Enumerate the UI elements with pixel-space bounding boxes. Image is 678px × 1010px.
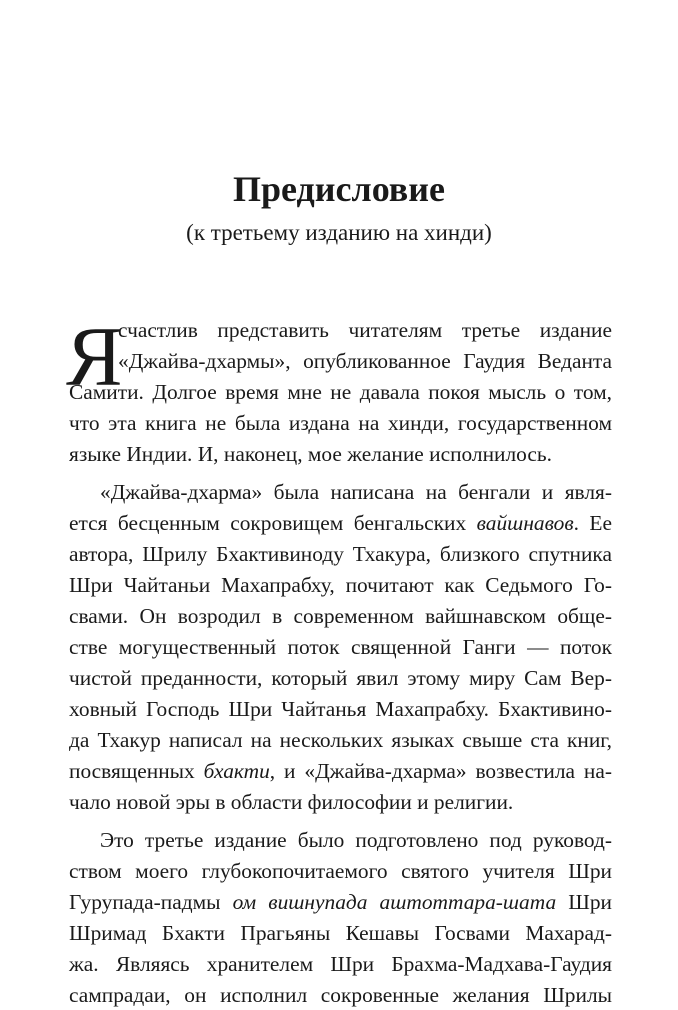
text-segment: , и «Джайва-дхарма» возвестила на- <box>269 759 612 783</box>
text-line: «Джайва-дхарма» была написана на бенгали и явля- <box>100 480 612 504</box>
italic-term: ом вишнупада аштоттара-шата <box>232 890 557 914</box>
text-line: счастлив представить читателям третье издание <box>118 318 612 342</box>
text-line: сампрадаи, он исполнил сокровенные желания Шрилы <box>69 983 612 1007</box>
text-segment: Шри <box>556 890 612 914</box>
text-segment: ется бесценным сокровищем бенгальских <box>69 511 477 535</box>
text-line: чистой преданности, который явил этому миру Сам Вер- <box>69 666 612 690</box>
text-line: ством моего глубокопочитаемого святого учителя Шри <box>69 859 612 883</box>
text-line: жа. Являясь хранителем Шри Брахма-Мадхава-Гаудия <box>69 952 612 976</box>
text-line: Шри Чайтаньи Махапрабху, почитают как Седьмого Го- <box>69 573 612 597</box>
text-line: чало новой эры в области философии и религии. <box>69 790 514 814</box>
text-line <box>69 756 612 786</box>
text-line <box>69 508 612 538</box>
text-segment: . Ее <box>573 511 612 535</box>
text-line: автора, Шрилу Бхактивиноду Тхакура, близкого спутника <box>69 542 612 566</box>
text-segment: Гурупада-падмы <box>69 890 233 914</box>
text-line: Это третье издание было подготовлено под руковод- <box>100 828 612 852</box>
text-line: Самити. Долгое время мне не давала покоя мысль о том, <box>69 380 612 404</box>
drop-cap: Я <box>66 310 123 404</box>
page-subtitle: (к третьему изданию на хинди) <box>186 220 492 245</box>
italic-term: бхакти <box>203 759 270 783</box>
page-title: Предисловие <box>233 169 445 209</box>
text-line: стве могущественный поток священной Ганги — поток <box>69 635 612 659</box>
text-line: «Джайва-дхармы», опубликованное Гаудия Веданта <box>118 349 612 373</box>
text-line: Шримад Бхакти Прагьяны Кешавы Госвами Махарад- <box>69 921 612 945</box>
text-line: что эта книга не была издана на хинди, государственном <box>69 411 612 435</box>
text-line <box>69 887 612 917</box>
text-line: да Тхакур написал на нескольких языках свыше ста книг, <box>69 728 612 752</box>
text-line: языке Индии. И, наконец, мое желание исполнилось. <box>69 442 553 466</box>
text-line: свами. Он возродил в современном вайшнавском обще- <box>69 604 612 628</box>
text-line: ховный Господь Шри Чайтанья Махапрабху. Бхактивино- <box>69 697 612 721</box>
text-segment: посвященных <box>69 759 204 783</box>
italic-term: вайшнавов <box>476 511 574 535</box>
